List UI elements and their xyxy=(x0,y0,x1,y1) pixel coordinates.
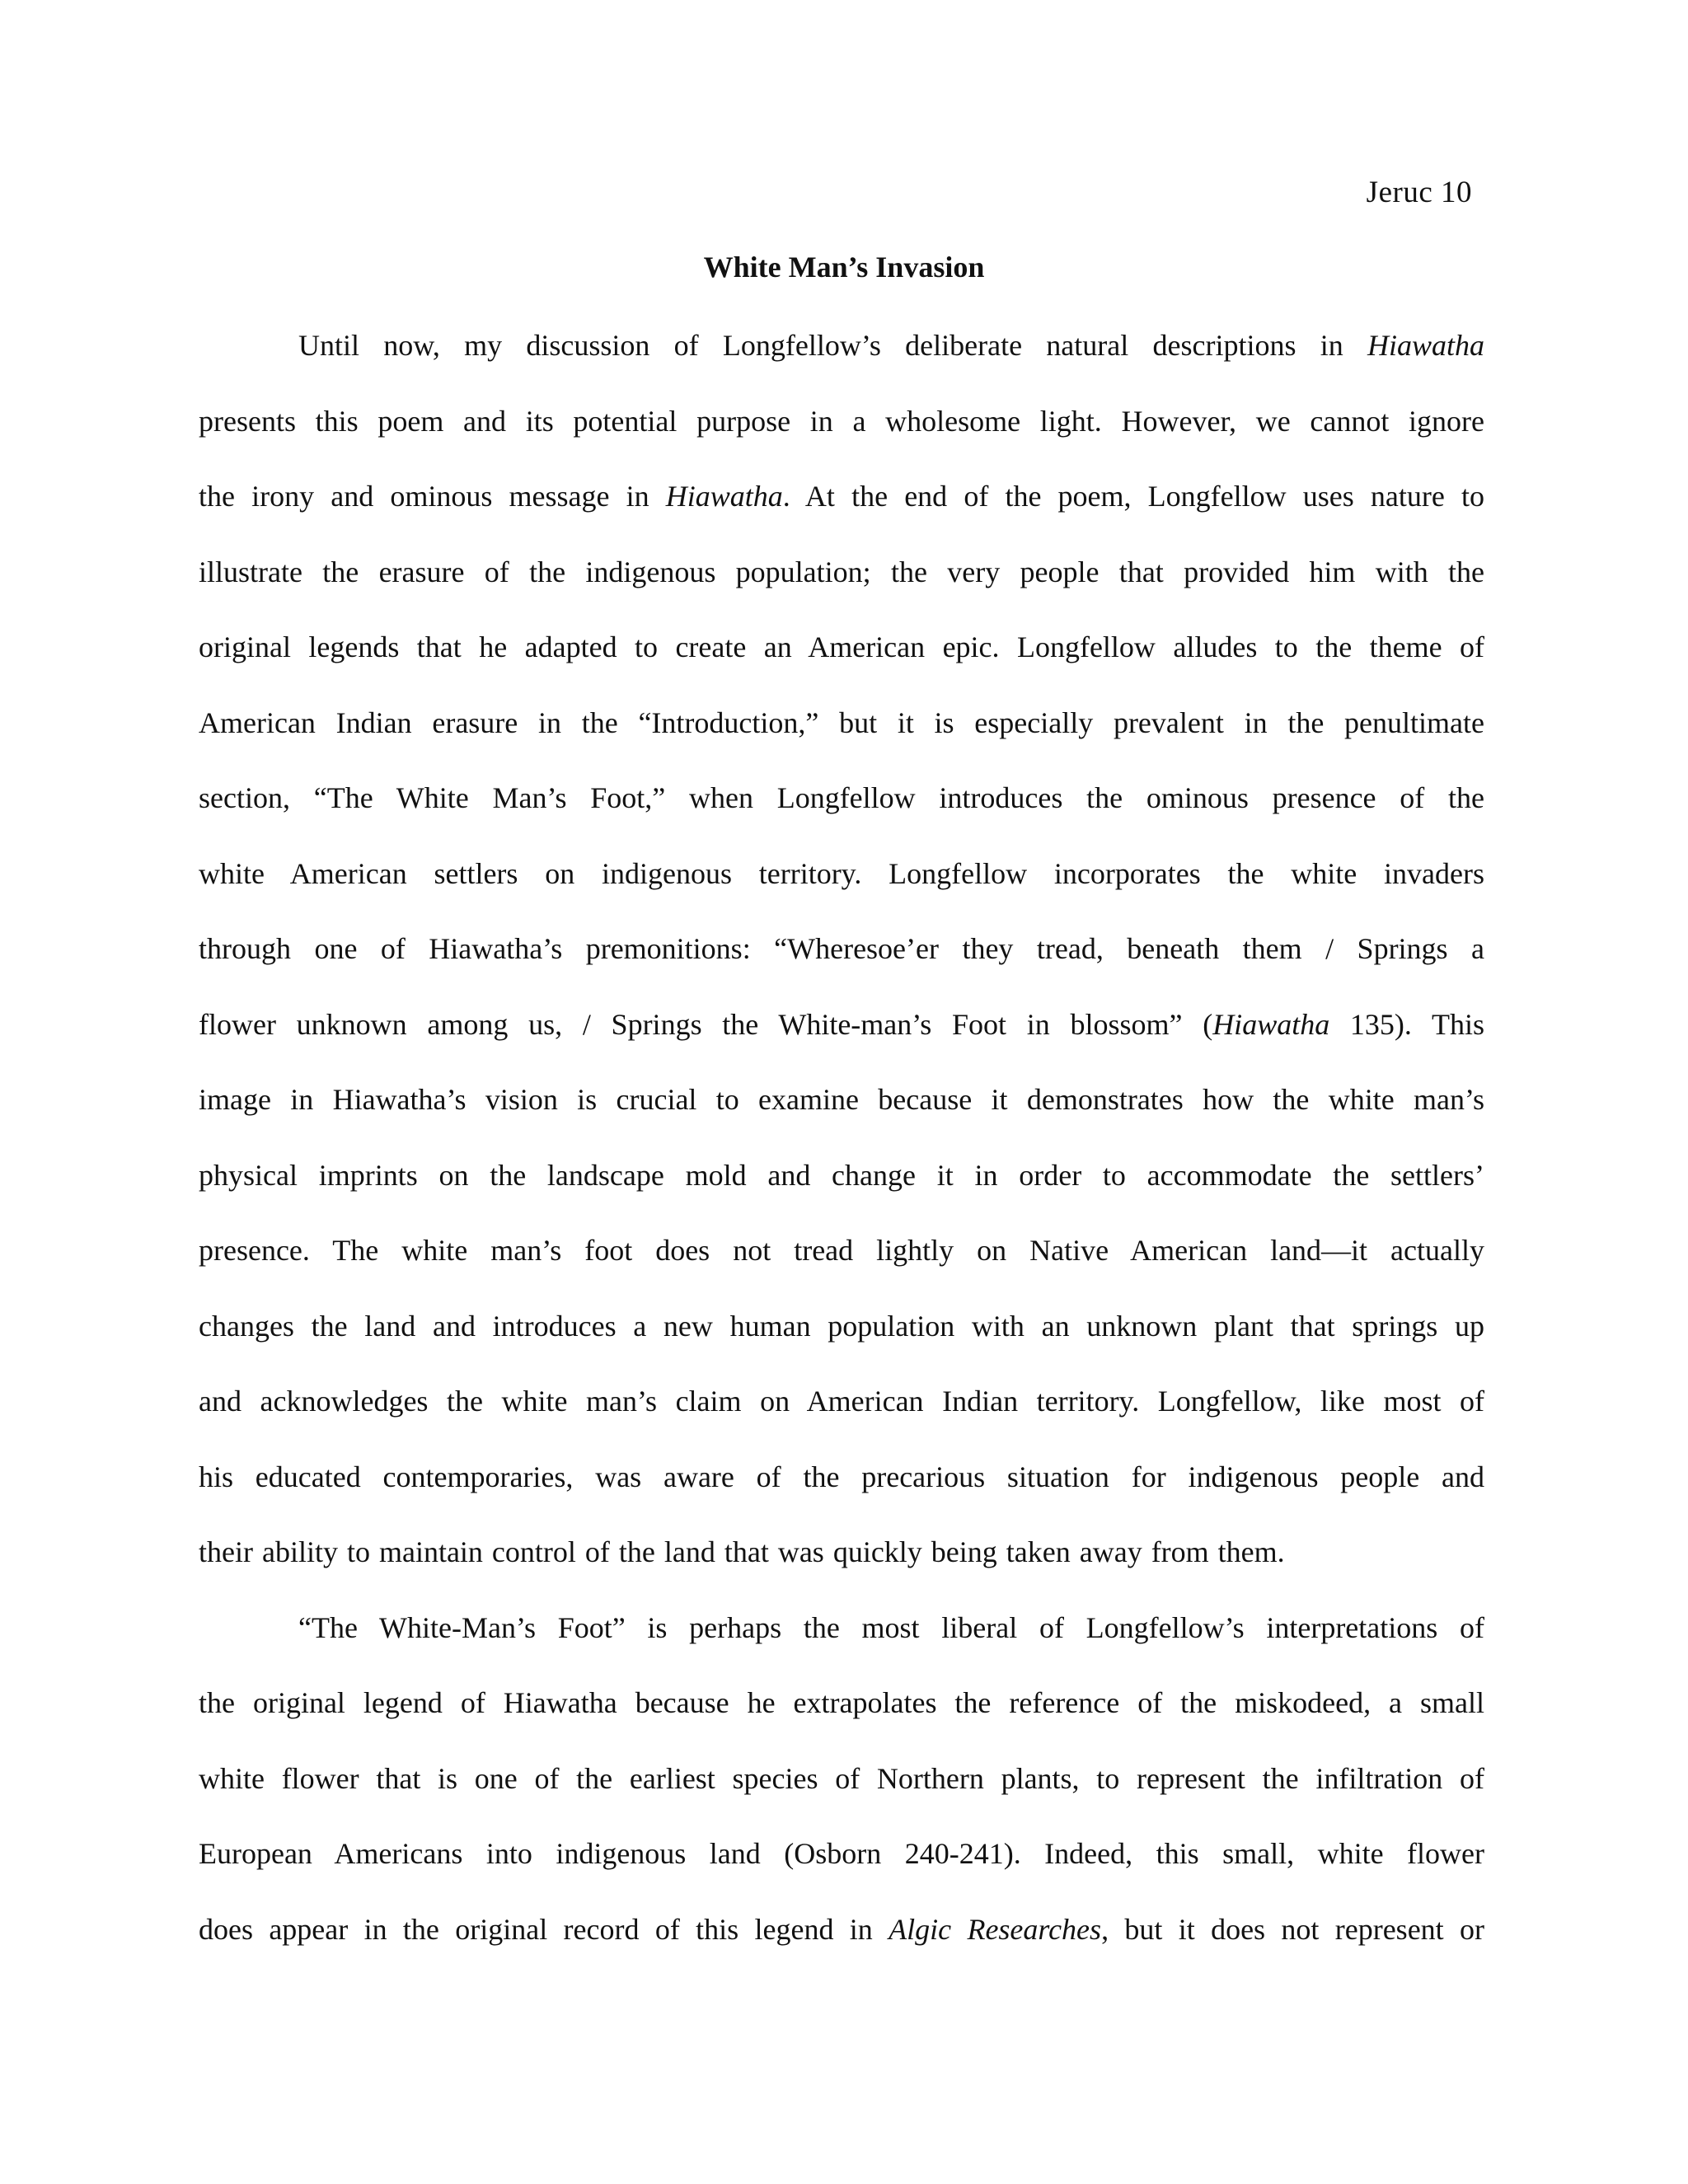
text-line: changes the land and introduces a new human population with an unknown plant that springs up xyxy=(199,1310,1484,1343)
text-line: their ability to maintain control of the land that was quickly being taken away from them. xyxy=(199,1535,1285,1568)
text-line: his educated contemporaries, was aware of the precarious situation for indigenous people and xyxy=(199,1460,1484,1493)
text-line: American Indian erasure in the “Introduction,” but it is especially prevalent in the penultimate xyxy=(199,706,1484,739)
text-line: white American settlers on indigenous territory. Longfellow incorporates the white invaders xyxy=(199,857,1484,890)
text-line: through one of Hiawatha’s premonitions: “Wheresoe’er they tread, beneath them / Springs a xyxy=(199,932,1484,965)
text-line: physical imprints on the landscape mold and change it in order to accommodate the settlers’ xyxy=(199,1159,1484,1192)
text-line: Until now, my discussion of Longfellow’s deliberate natural descriptions in Hiawatha xyxy=(298,329,1484,362)
text-line: section, “The White Man’s Foot,” when Longfellow introduces the ominous presence of the xyxy=(199,781,1484,814)
section-title: White Man’s Invasion xyxy=(703,251,985,284)
text-line: white flower that is one of the earliest species of Northern plants, to represent the infiltration of xyxy=(199,1762,1484,1795)
text-line: flower unknown among us, / Springs the White-man’s Foot in blossom” (Hiawatha 135). This xyxy=(199,1008,1484,1041)
italic-title: Hiawatha xyxy=(1212,1008,1330,1041)
text-line: the irony and ominous message in Hiawatha. At the end of the poem, Longfellow uses nature to xyxy=(199,480,1485,513)
italic-title: Hiawatha xyxy=(1367,329,1484,362)
italic-title: Algic Researches xyxy=(889,1913,1102,1946)
text-line: the original legend of Hiawatha because he extrapolates the reference of the miskodeed, a small xyxy=(199,1686,1484,1719)
running-head: Jeruc 10 xyxy=(1366,176,1472,209)
text-line: does appear in the original record of this legend in Algic Researches, but it does not represent or xyxy=(199,1913,1484,1946)
text-line: “The White-Man’s Foot” is perhaps the most liberal of Longfellow’s interpretations of xyxy=(298,1611,1484,1644)
text-line: image in Hiawatha’s vision is crucial to examine because it demonstrates how the white man’s xyxy=(199,1083,1484,1116)
text-line: presence. The white man’s foot does not tread lightly on Native American land—it actually xyxy=(199,1234,1484,1267)
text-line: original legends that he adapted to create an American epic. Longfellow alludes to the theme of xyxy=(199,630,1484,663)
text-line: and acknowledges the white man’s claim on American Indian territory. Longfellow, like most of xyxy=(199,1385,1484,1418)
italic-title: Hiawatha xyxy=(665,480,783,513)
text-line: presents this poem and its potential purpose in a wholesome light. However, we cannot ignore xyxy=(199,405,1484,438)
text-line: illustrate the erasure of the indigenous population; the very people that provided him with the xyxy=(199,555,1484,588)
text-line: European Americans into indigenous land (Osborn 240-241). Indeed, this small, white flower xyxy=(199,1837,1484,1870)
